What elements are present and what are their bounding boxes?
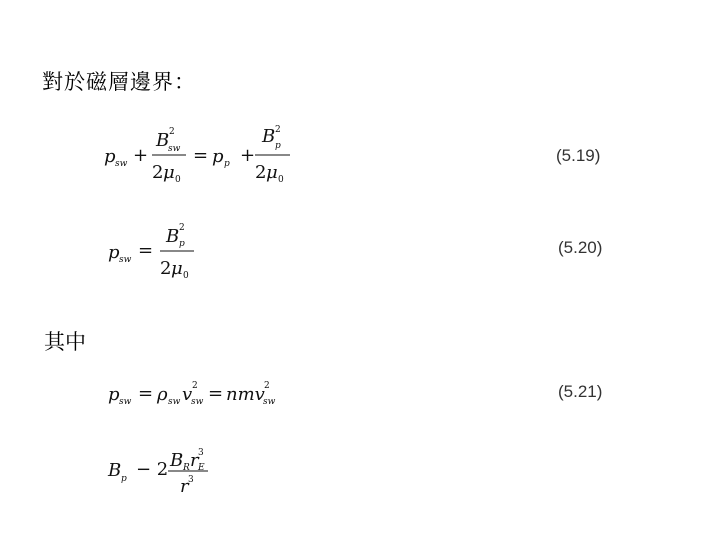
svg-text:sw: sw [119, 255, 132, 265]
svg-text:0: 0 [183, 271, 189, 281]
svg-text:=: = [193, 145, 209, 166]
svg-text:sw: sw [168, 144, 181, 154]
svg-text:sw: sw [263, 397, 276, 407]
svg-text:B: B [170, 450, 184, 471]
svg-text:p: p [104, 146, 116, 167]
svg-text:R: R [183, 463, 190, 473]
svg-text:=: = [208, 383, 224, 404]
svg-text:2: 2 [264, 381, 270, 391]
svg-text:sw: sw [191, 397, 204, 407]
svg-text:2: 2 [160, 258, 172, 279]
svg-text:p: p [121, 474, 127, 484]
equation-solar-wind-pressure [104, 222, 204, 290]
equation-number: (5.21) [558, 382, 603, 401]
svg-text:μ: μ [163, 162, 175, 183]
svg-text:+: + [240, 145, 256, 166]
svg-text:sw: sw [115, 159, 128, 169]
svg-text:3: 3 [198, 448, 204, 458]
svg-text:3: 3 [188, 475, 194, 485]
equation-boundary-field [104, 446, 224, 506]
svg-text:2: 2 [192, 381, 198, 391]
svg-text:2: 2 [169, 127, 175, 137]
svg-text:p: p [108, 242, 120, 263]
equation-dynamic-pressure [104, 376, 294, 420]
svg-text:p: p [108, 384, 120, 405]
svg-text:p: p [224, 159, 230, 169]
svg-text:E: E [198, 463, 205, 473]
svg-text:p: p [212, 146, 224, 167]
svg-text:B: B [108, 460, 122, 481]
svg-text:ρ: ρ [157, 384, 168, 405]
equation-number: (5.19) [556, 146, 601, 165]
svg-text:=: = [138, 383, 154, 404]
svg-text:sw: sw [168, 397, 181, 407]
svg-text:− 2: − 2 [136, 459, 169, 480]
svg-text:B: B [262, 126, 276, 147]
svg-text:μ: μ [171, 258, 183, 279]
equation-pressure-balance [100, 124, 310, 192]
svg-text:μ: μ [266, 162, 278, 183]
svg-text:2: 2 [179, 223, 185, 233]
svg-text:0: 0 [278, 175, 284, 185]
svg-text:v: v [182, 384, 193, 405]
svg-text:2: 2 [255, 162, 267, 183]
svg-text:p: p [275, 141, 281, 151]
svg-text:nmv: nmv [226, 384, 265, 405]
svg-text:+: + [133, 145, 149, 166]
svg-text:2: 2 [152, 162, 164, 183]
svg-text:B: B [156, 130, 170, 151]
svg-text:r: r [190, 450, 199, 471]
svg-text:=: = [138, 240, 154, 261]
svg-text:2: 2 [275, 125, 281, 135]
svg-text:sw: sw [119, 397, 132, 407]
where-label: 其中 [44, 330, 86, 354]
svg-text:0: 0 [175, 175, 181, 185]
section-heading: 對於磁層邊界： [42, 70, 196, 94]
equation-number: (5.20) [558, 238, 603, 257]
svg-text:p: p [179, 239, 185, 249]
svg-text:B: B [166, 226, 180, 247]
svg-text:r: r [180, 476, 189, 497]
